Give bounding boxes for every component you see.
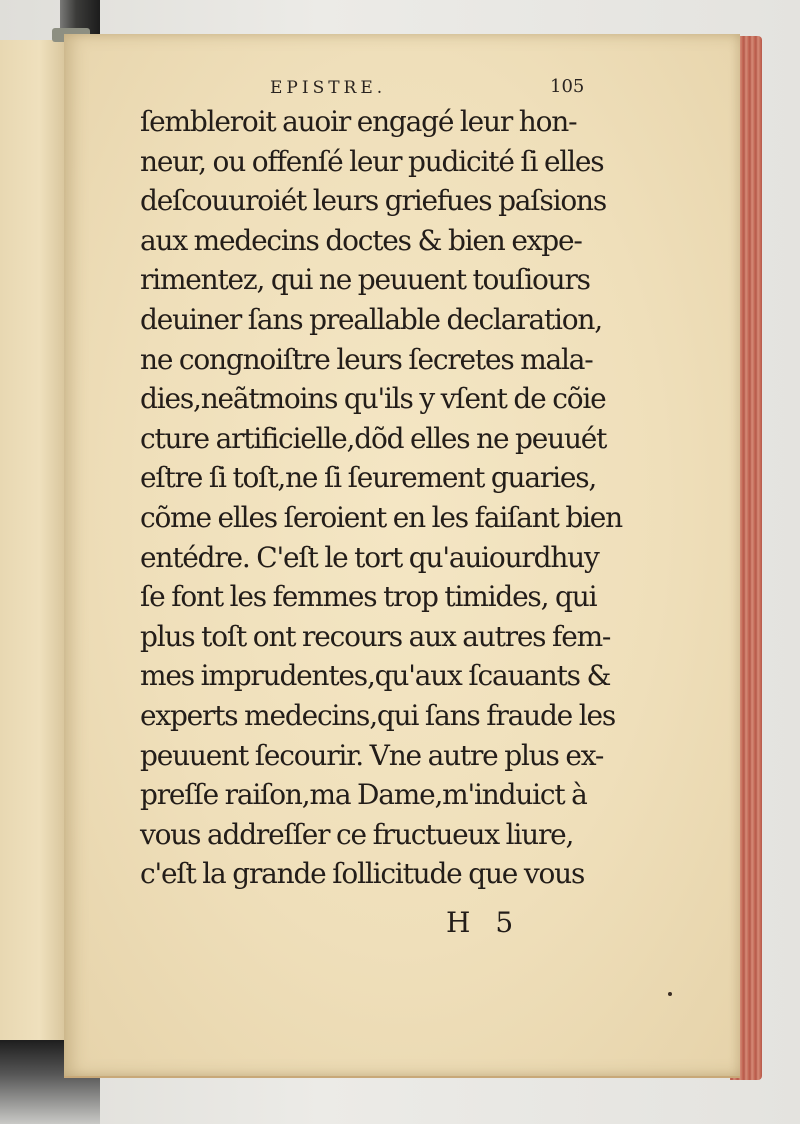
ink-speck — [668, 992, 672, 996]
text-line: eſtre ſi toſt,ne ſi ſeurement guaries, — [140, 461, 597, 495]
text-line: entédre. C'eſt le tort qu'auiourdhuy — [140, 540, 599, 574]
text-line: cture artificielle,dõd elles ne peuuét — [140, 421, 607, 455]
text-line: dies,neãtmoins qu'ils y vſent de cõie — [140, 382, 606, 416]
text-line: deuiner ſans preallable declaration, — [140, 302, 602, 336]
body-text — [140, 102, 623, 894]
text-line: aux medecins doctes & bien expe- — [140, 223, 582, 257]
left-page-edge — [0, 40, 67, 1076]
page-number: 105 — [550, 76, 585, 97]
text-line: vous addreſſer ce fructueux liure, — [140, 817, 574, 851]
text-line: preſſe raiſon,ma Dame,m'induict à — [140, 778, 587, 812]
right-page — [64, 34, 740, 1078]
text-line: peuuent ſecourir. Vne autre plus ex- — [140, 738, 604, 772]
text-line: rimentez, qui ne peuuent touſiours — [140, 263, 590, 297]
text-line: neur, ou offenſé leur pudicité ſi elles — [140, 144, 604, 178]
running-head: EPISTRE. — [270, 78, 387, 98]
text-line: mes imprudentes,qu'aux ſcauants & — [140, 659, 611, 693]
text-line: experts medecins,qui ſans fraude les — [140, 698, 616, 732]
text-line: cõme elles ſeroient en les faiſant bien — [140, 500, 623, 534]
text-line: ſe font les femmes trop timides, qui — [140, 580, 597, 614]
text-line: ne congnoiſtre leurs ſecretes mala- — [140, 342, 593, 376]
text-line: deſcouuroiét leurs griefues paſsions — [140, 184, 607, 218]
text-line: c'eſt la grande ſollicitude que vous — [140, 857, 585, 891]
text-line: ſembleroit auoir engagé leur hon- — [140, 105, 577, 138]
signature-mark: H 5 — [446, 906, 522, 939]
text-line: plus toſt ont recours aux autres fem- — [140, 619, 611, 653]
